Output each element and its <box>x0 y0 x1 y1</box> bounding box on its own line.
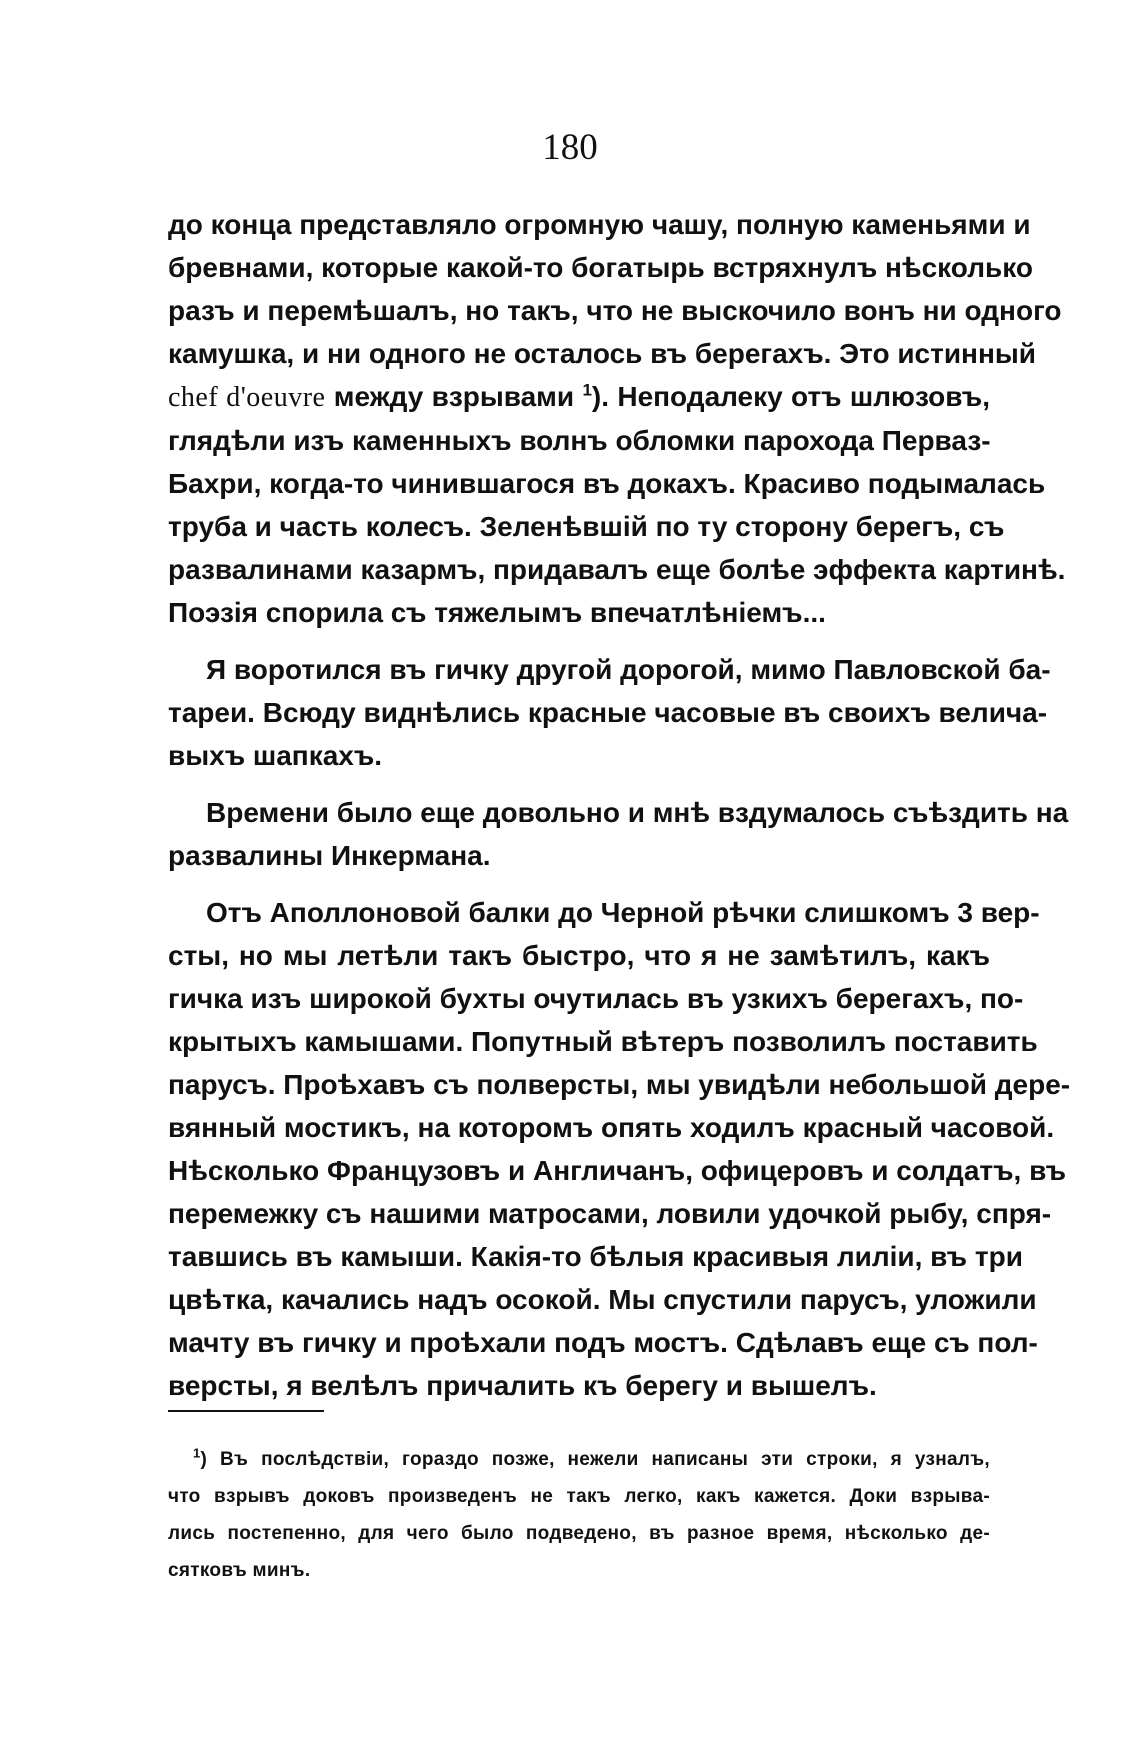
text-line: Отъ Аполлоновой балки до Черной рѣчки слишкомъ 3 вер- <box>206 897 1040 928</box>
footnote-line: сятковъ минъ. <box>168 1560 311 1581</box>
text-line: цвѣтка, качались надъ осокой. Мы спустили парусъ, уложили <box>168 1284 1037 1315</box>
text-line: разъ и перемѣшалъ, но такъ, что не выскочило вонъ ни одного <box>168 295 1062 326</box>
footnote-line: лись постепенно, для чего было подведено, въ разное время, нѣсколько де- <box>168 1523 990 1544</box>
text-line: развалины Инкермана. <box>168 840 491 871</box>
text-line: тавшись въ камыши. Какія-то бѣлыя красивыя лиліи, въ три <box>168 1241 1023 1272</box>
paragraph-3 <box>168 791 1069 877</box>
main-text <box>168 203 1071 1407</box>
text-line: труба и часть колесъ. Зеленѣвшій по ту сторону берегъ, съ <box>168 511 1005 542</box>
text-line: мачту въ гичку и проѣхали подъ мостъ. Сдѣлавъ еще съ пол- <box>168 1327 1038 1358</box>
text-line-with-footnote-ref <box>168 375 990 419</box>
text-line: Поэзія спорила съ тяжелымъ впечатлѣніемъ... <box>168 597 826 628</box>
text-fragment: ). Неподалеку отъ шлюзовъ, <box>591 381 990 412</box>
paragraph-1 <box>168 203 1066 634</box>
text-line: вянный мостикъ, на которомъ опять ходилъ красный часовой. <box>168 1112 1055 1143</box>
footnote-text: ) Въ послѣдствіи, гораздо позже, нежели написаны эти строки, я узналъ, <box>200 1449 990 1470</box>
paragraph-2 <box>168 648 1051 777</box>
footnote <box>168 1441 990 1589</box>
text-line: Я воротился въ гичку другой дорогой, мимо Павловской ба- <box>206 654 1051 685</box>
text-line: Нѣсколько Французовъ и Англичанъ, офицеровъ и солдатъ, въ <box>168 1155 1067 1186</box>
text-line: бревнами, которые какой-то богатырь встряхнулъ нѣсколько <box>168 252 1033 283</box>
text-line: Бахри, когда-то чинившагося въ докахъ. Красиво подымалась <box>168 468 1046 499</box>
footnote-mark: 1 <box>193 1445 201 1461</box>
text-line: парусъ. Проѣхавъ съ полверсты, мы увидѣли небольшой дере- <box>168 1069 1071 1100</box>
text-line: глядѣли изъ каменныхъ волнъ обломки парохода Перваз- <box>168 425 991 456</box>
text-fragment: между взрывами <box>325 381 583 412</box>
text-line: сты, но мы летѣли такъ быстро, что я не замѣтилъ, какъ <box>168 940 990 971</box>
foreign-phrase: chef d'oeuvre <box>168 382 326 413</box>
footnote-line: что взрывъ доковъ произведенъ не такъ легко, какъ кажется. Доки взрыва- <box>168 1486 990 1507</box>
text-line: крытыхъ камышами. Попутный вѣтеръ позволилъ поставить <box>168 1026 1038 1057</box>
text-line: версты, я велѣлъ причалить къ берегу и вышелъ. <box>168 1370 877 1401</box>
text-line: выхъ шапкахъ. <box>168 740 383 771</box>
footnote-divider <box>168 1410 324 1412</box>
text-line: перемежку съ нашими матросами, ловили удочкой рыбу, спря- <box>168 1198 1052 1229</box>
text-line: гичка изъ широкой бухты очутилась въ узкихъ берегахъ, по- <box>168 983 1024 1014</box>
paragraph-4 <box>168 891 1071 1407</box>
footnote-reference[interactable]: 1 <box>582 380 592 400</box>
footnote-line-with-mark <box>168 1441 990 1478</box>
text-line: Времени было еще довольно и мнѣ вздумалось съѣздить на <box>206 797 1069 828</box>
text-line: до конца представляло огромную чашу, полную каменьями и <box>168 209 1031 240</box>
page-number: 180 <box>542 127 598 168</box>
text-line: развалинами казармъ, придавалъ еще болѣе эффекта картинѣ. <box>168 554 1066 585</box>
text-line: камушка, и ни одного не осталось въ берегахъ. Это истинный <box>168 338 1036 369</box>
text-line: тареи. Всюду виднѣлись красные часовые въ своихъ велича- <box>168 697 1048 728</box>
